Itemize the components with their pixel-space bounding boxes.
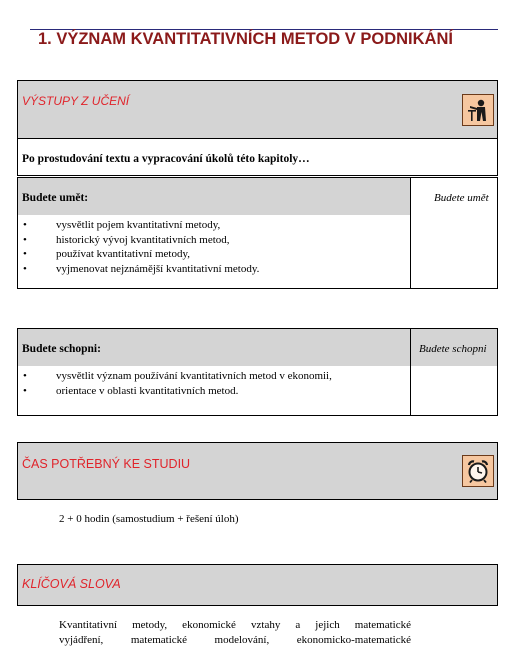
alarm-clock-icon [462, 455, 494, 487]
klicova-line-2: vyjádření, matematické modelování, ekonomicko-matematické [59, 634, 411, 646]
umet-box [17, 177, 498, 289]
klicova-label: KLÍČOVÁ SLOVA [22, 577, 121, 591]
vystupy-header [18, 81, 497, 138]
list-item: • vyjmenovat nejznámější kvantitativní metody. [20, 262, 400, 277]
umet-list [20, 218, 400, 276]
schopni-header-label: Budete schopni: [22, 343, 101, 355]
schopni-list [20, 369, 405, 398]
list-item: • vysvětlit význam používání kvantitativních metod v ekonomii, [20, 369, 405, 384]
vystupy-divider [18, 138, 497, 139]
umet-side-label: Budete umět [434, 192, 489, 204]
list-item: • vysvětlit pojem kvantitativní metody, [20, 218, 400, 233]
schopni-divider [410, 329, 411, 415]
klicova-line-1: Kvantitativní metody, ekonomické vztahy a jejich matematické [59, 619, 411, 631]
cas-text: 2 + 0 hodin (samostudium + řešení úloh) [59, 513, 239, 525]
schopni-side-label: Budete schopni [419, 343, 487, 355]
vystupy-label: VÝSTUPY Z UČENÍ [22, 94, 130, 108]
list-item: • používat kvantitativní metody, [20, 247, 400, 262]
vystupy-intro: Po prostudování textu a vypracování úkolů této kapitoly… [22, 153, 310, 165]
list-item: • historický vývoj kvantitativních metod, [20, 233, 400, 248]
lecturer-icon [462, 94, 494, 126]
umet-header-label: Budete umět: [22, 192, 89, 204]
cas-label: ČAS POTŘEBNÝ KE STUDIU [22, 457, 191, 471]
vystupy-box [17, 80, 498, 176]
list-item: • orientace v oblasti kvantitativních metod. [20, 384, 405, 399]
cas-box [17, 442, 498, 500]
klicova-box [17, 564, 498, 606]
schopni-box [17, 328, 498, 416]
chapter-title: 1. VÝZNAM KVANTITATIVNÍCH METOD V PODNIKÁNÍ [38, 30, 453, 48]
umet-divider [410, 178, 411, 288]
